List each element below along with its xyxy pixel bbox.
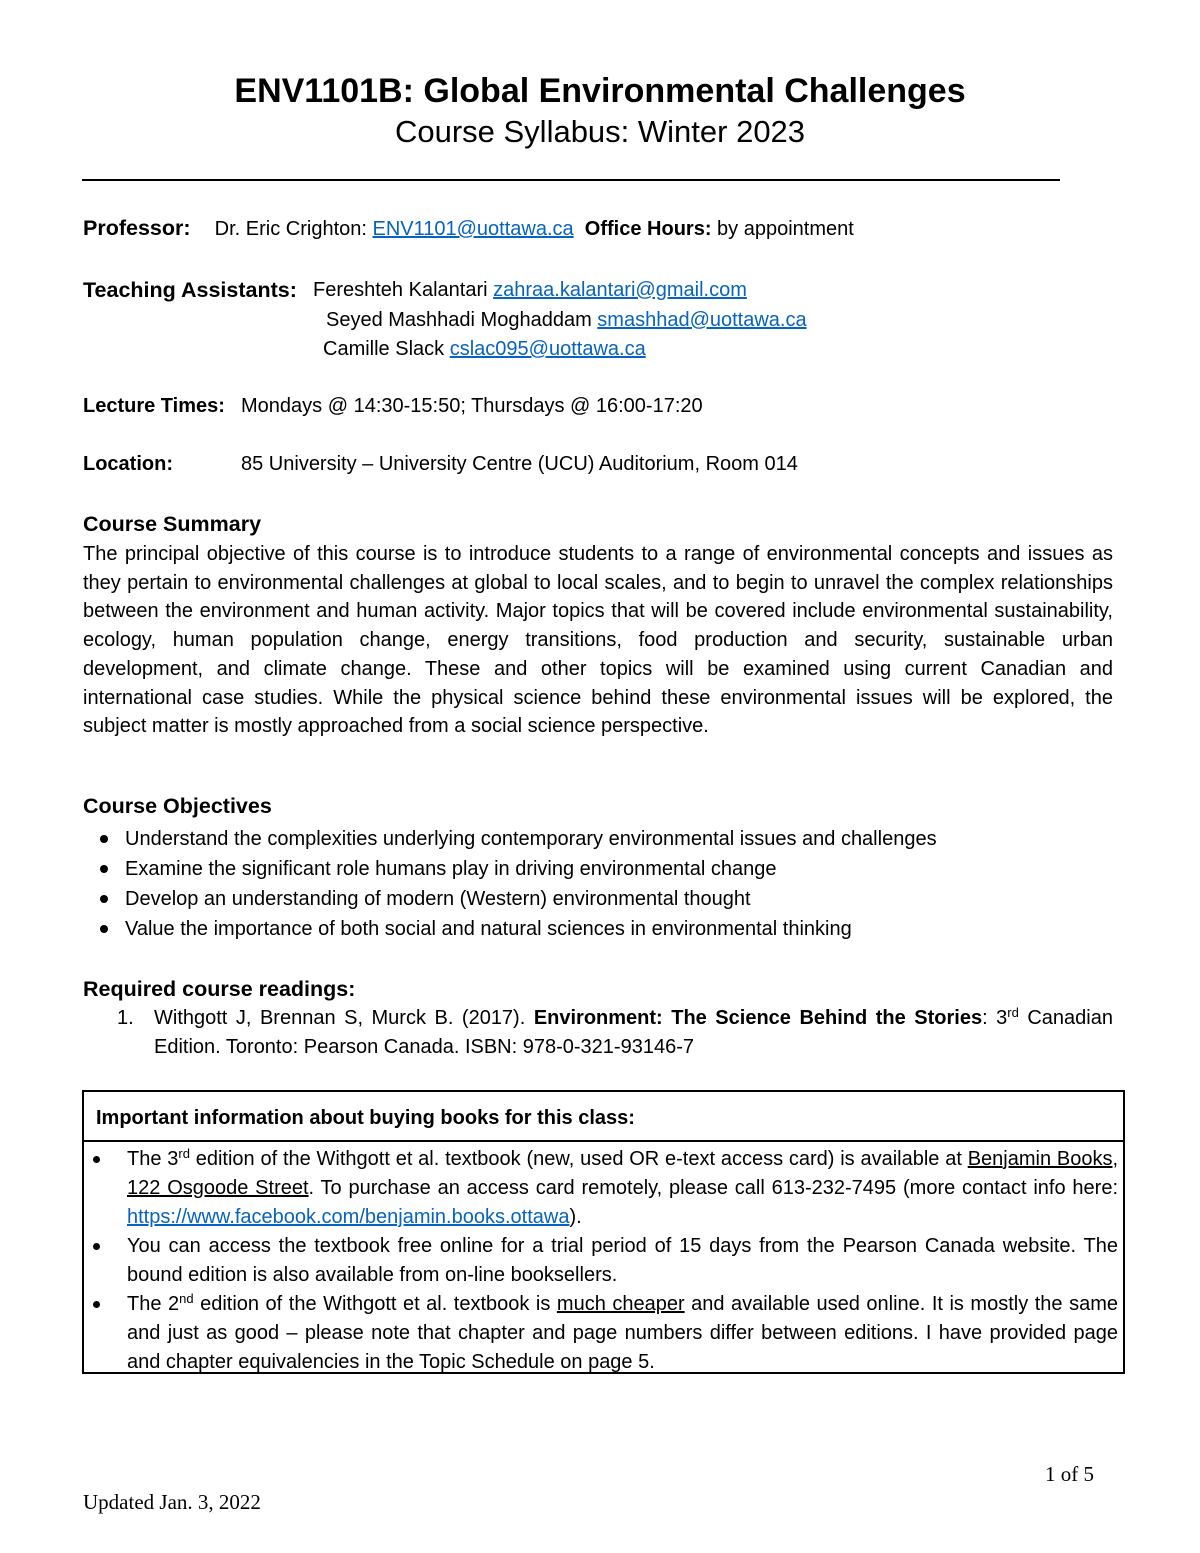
course-subtitle: Course Syllabus: Winter 2023 xyxy=(394,114,806,149)
ta-label-row xyxy=(83,276,297,305)
location-row xyxy=(83,450,173,478)
location-value: 85 University – University Centre (UCU) Auditorium, Room 014 xyxy=(241,453,798,475)
professor-name: Dr. Eric Crighton: xyxy=(214,218,367,240)
book-info-list xyxy=(84,1145,1118,1377)
reading-number: 1. xyxy=(117,1007,134,1029)
ta-email-link[interactable]: zahraa.kalantari@gmail.com xyxy=(493,279,747,301)
bullet-icon xyxy=(100,895,108,903)
list-item: Value the importance of both social and natural sciences in environmental thinking xyxy=(83,914,1113,944)
ta-name: Fereshteh Kalantari xyxy=(313,279,488,301)
ta-row xyxy=(326,306,807,334)
list-item: The 3rd edition of the Withgott et al. textbook (new, used OR e-text access card) is available at Benjamin Books, 122 Osgoode Street. To purchase an access card remotely, please call 613-232-7495 (more contact info here: https://www.facebook.com/benjamin.books.ottawa). xyxy=(84,1145,1118,1232)
ta-row xyxy=(313,276,747,304)
lecture-row xyxy=(83,392,225,420)
book-title: Environment: The Science Behind the Stories xyxy=(533,1007,983,1029)
bullet-icon xyxy=(93,1156,100,1163)
lecture-value-row xyxy=(241,392,703,420)
list-item: Examine the significant role humans play in driving environmental change xyxy=(83,854,1113,884)
ta-row xyxy=(323,335,646,363)
bullet-icon xyxy=(100,865,108,873)
course-title: ENV1101B: Global Environmental Challenges xyxy=(234,72,966,110)
ta-email-link[interactable]: smashhad@uottawa.ca xyxy=(597,309,807,331)
readings-heading: Required course readings: xyxy=(83,977,356,1001)
professor-label: Professor: xyxy=(83,216,191,240)
bullet-icon xyxy=(93,1301,100,1308)
book-info-header xyxy=(84,1092,1123,1142)
ta-name: Camille Slack xyxy=(323,338,445,360)
list-item: You can access the textbook free online for a trial period of 15 days from the Pearson Canada website. The bound edition is also available from on-line booksellers. xyxy=(84,1232,1118,1290)
list-item: The 2nd edition of the Withgott et al. textbook is much cheaper and available used online. It is mostly the same and just as good – please note that chapter and page numbers differ between editions. I have provided page and chapter equivalencies in the Topic Schedule on page 5. xyxy=(84,1290,1118,1377)
book-info-heading: Important information about buying books for this class: xyxy=(96,1107,635,1129)
bullet-icon xyxy=(100,925,108,933)
ta-email-link[interactable]: cslac095@uottawa.ca xyxy=(449,338,646,360)
reading-citation: Withgott J, Brennan S, Murck B. (2017). Environment: The Science Behind the Stories: 3rd Canadian Edition. Toronto: Pearson Canada. ISBN: 978-0-321-93146-7 xyxy=(154,1005,1113,1058)
bookstore-facebook-link[interactable]: https://www.facebook.com/benjamin.books.ottawa xyxy=(127,1206,570,1228)
header-divider xyxy=(82,179,1060,181)
ta-name: Seyed Mashhadi Moghaddam xyxy=(326,309,592,331)
summary-heading: Course Summary xyxy=(83,512,262,536)
list-item: Develop an understanding of modern (Western) environmental thought xyxy=(83,884,1113,914)
emphasis-text: much cheaper xyxy=(556,1293,685,1315)
objectives-heading: Course Objectives xyxy=(83,794,272,818)
page-number: 1 of 5 xyxy=(1045,1462,1094,1486)
bullet-icon xyxy=(100,835,108,843)
office-hours-value: by appointment xyxy=(717,218,854,240)
book-info-box xyxy=(82,1090,1125,1374)
office-hours-label: Office Hours: xyxy=(584,218,712,240)
location-label: Location: xyxy=(83,453,173,475)
professor-row xyxy=(83,214,854,243)
professor-email-link[interactable]: ENV1101@uottawa.ca xyxy=(372,218,574,240)
list-item: Understand the complexities underlying contemporary environmental issues and challenges xyxy=(83,824,1113,854)
summary-text: The principal objective of this course is to introduce students to a range of environmental concepts and issues as they pertain to environmental challenges at global to local scales, and to begin to unravel the complex relationships between the environment and human activity. Major topics that will be covered include environmental sustainability, ecology, human population change, energy transitions, food production and security, sustainable urban development, and climate change. These and other topics will be examined using current Canadian and international case studies. While the physical science behind these environmental issues will be explored, the subject matter is mostly approached from a social science perspective. xyxy=(83,543,1113,738)
lecture-label: Lecture Times: xyxy=(83,395,225,417)
lecture-value: Mondays @ 14:30-15:50; Thursdays @ 16:00-17:20 xyxy=(241,395,703,417)
bullet-icon xyxy=(93,1243,100,1250)
bookstore-name: Benjamin Books, 122 Osgoode Street xyxy=(127,1148,1119,1199)
updated-date: Updated Jan. 3, 2022 xyxy=(83,1490,261,1514)
objectives-list xyxy=(83,824,1113,944)
reading-item xyxy=(83,1004,1113,1062)
ta-label: Teaching Assistants: xyxy=(83,278,297,302)
location-value-row xyxy=(241,450,798,478)
